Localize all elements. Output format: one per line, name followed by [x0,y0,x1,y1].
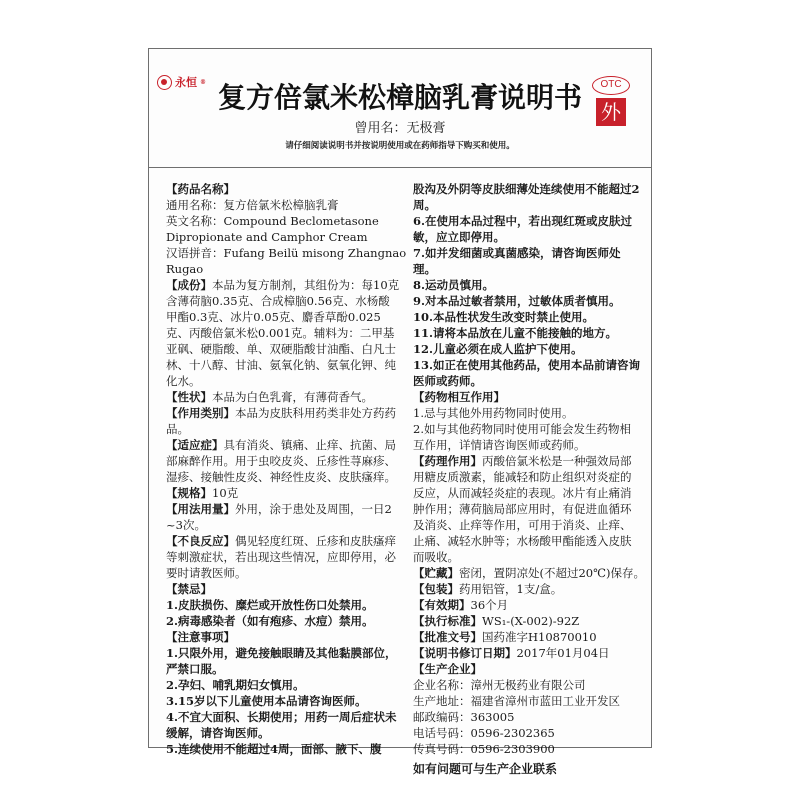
adverse-text: 偶见轻度红斑、丘疹和皮肤瘙痒等刺激症状，若出现这些情况，应即停用，必要时请教医师。 [166,534,396,580]
contraindication-item: 2.病毒感染者（如有疱疹、水痘）禁用。 [166,614,374,628]
section-interactions: 【药物相互作用】 [413,390,505,404]
section-adverse: 【不良反应】 [166,534,235,548]
indications-paragraph [166,437,401,485]
usage-notice: 请仔细阅读说明书并按说明使用或在药师指导下购买和使用。 [285,141,515,151]
manufacturer-name-row [413,677,642,693]
manufacturer-zip-row [413,709,642,725]
caution-item: 11.请将本品放在儿童不能接触的地方。 [413,326,618,340]
section-composition: 【成份】 [166,278,212,292]
caution-item: 4.不宜大面积、长期使用；用药一周后症状未缓解，请咨询医师。 [166,710,397,740]
otc-badge: OTC [592,76,630,95]
caution-item: 12.儿童必须在成人监护下使用。 [413,342,583,356]
section-category: 【作用类别】 [166,406,235,420]
caution-item: 13.如正在使用其他药品，使用本品前请咨询医师或药师。 [413,358,641,388]
manufacturer-name: 漳州无极药业有限公司 [470,678,586,692]
section-pharmacology: 【药理作用】 [413,454,482,468]
manufacturer-address-row [413,693,642,709]
section-package: 【包装】 [413,582,459,596]
left-column [166,181,407,757]
manufacturer-phone-label: 电话号码： [413,726,471,740]
caution-item-continued: 股沟及外阴等皮肤细薄处连续使用不能超过2周。 [413,182,640,212]
section-validity: 【有效期】 [413,598,471,612]
standard-text: WS₁-(X-002)-92Z [482,614,580,628]
properties-text: 本品为白色乳膏，有薄荷香气。 [212,390,373,404]
brand-name: 永恒 [175,76,197,89]
caution-item: 9.对本品过敏者禁用，过敏体质者慎用。 [413,294,621,308]
page-title: 复方倍氯米松樟脑乳膏说明书 [217,81,582,114]
manufacturer-address: 福建省漳州市蓝田工业开发区 [470,694,620,708]
pharmacology-text: 丙酸倍氯米松是一种强效局部用糖皮质激素，能减轻和防止组织对炎症的反应，从而减轻炎症的表现。冰片有止痛消肿作用；薄荷脑局部应用时，有促进血循环及消炎、止痒等作用，可用于消炎、止痒、止痛、减轻水肿等；水杨酸甲酯能透入皮肤而吸收。 [413,454,632,564]
interaction-item: 2.如与其他药物同时使用可能会发生药物相互作用，详情请咨询医师或药师。 [413,422,631,452]
spec-text: 10克 [212,486,239,500]
caution-item: 7.如并发细菌或真菌感染，请咨询医师处理。 [413,246,621,276]
manufacturer-fax: 0596-2303900 [470,742,555,756]
section-spec: 【规格】 [166,486,212,500]
pinyin-line-2: Rugao [166,262,204,276]
section-approval: 【批准文号】 [413,630,482,644]
section-contraindications: 【禁忌】 [166,582,212,596]
leaflet-sheet [148,48,652,776]
generic-name: 通用名称：复方倍氯米松樟脑乳膏 [166,198,339,212]
english-name-line-1: 英文名称：Compound Beclometasone [166,214,379,228]
category-paragraph [166,405,401,437]
caution-item: 8.运动员慎用。 [413,278,495,292]
right-column [413,181,645,777]
english-name-line-2: Dipropionate and Camphor Cream [166,230,368,244]
manufacturer-name-label: 企业名称： [413,678,471,692]
package-row [413,581,642,597]
contact-footer: 如有问题可与生产企业联系 [413,762,558,776]
spec-paragraph [166,485,401,501]
caution-item: 10.本品性状发生改变时禁止使用。 [413,310,595,324]
dosage-paragraph [166,501,401,533]
section-cautions: 【注意事项】 [166,630,235,644]
manufacturer-address-label: 生产地址： [413,694,471,708]
revision-text: 2017年01月04日 [516,646,610,660]
revision-row [413,645,642,661]
pinyin-line-1: 汉语拼音：Fufang Beilü misong Zhangnao [166,246,407,260]
standard-row [413,613,642,629]
caution-item: 2.孕妇、哺乳期妇女慎用。 [166,678,305,692]
approval-row [413,629,642,645]
caution-item: 1.只限外用，避免接触眼睛及其他黏膜部位，严禁口服。 [166,646,397,676]
section-manufacturer: 【生产企业】 [413,662,482,676]
manufacturer-phone-row [413,725,642,741]
composition-text: 本品为复方制剂，其组份为：每10克含薄荷脑0.35克、合成樟脑0.56克、水杨酸甲酯0.3克、冰片0.05克、麝香草酚0.025克、丙酸倍氯米松0.001克。辅料为：二甲基亚砜、硬脂酸、单、双硬脂酸甘油酯、白凡士林、十八醇、甘油、氨氧化钠、氨氧化钾、纯化水。 [166,278,400,388]
approval-text: 国药准字H10870010 [482,630,597,644]
section-drug-name: 【药品名称】 [166,182,235,196]
category-text: 本品为皮肤科用药类非处方药药品。 [166,406,396,436]
leaflet-header [149,49,651,168]
manufacturer-fax-row [413,741,642,757]
section-revision: 【说明书修订日期】 [413,646,517,660]
brand-registered-mark: ® [200,78,206,86]
interaction-item: 1.忌与其他外用药物同时使用。 [413,406,574,420]
former-name: 曾用名：无极膏 [354,121,446,136]
section-standard: 【执行标准】 [413,614,482,628]
caution-item: 3.15岁以下儿童使用本品请咨询医师。 [166,694,367,708]
storage-text: 密闭，置阴凉处(不超过20℃)保存。 [459,566,645,580]
composition-paragraph [166,277,401,389]
pharmacology-paragraph [413,453,642,565]
section-dosage: 【用法用量】 [166,502,235,516]
caution-item: 6.在使用本品过程中，若出现红斑或皮肤过敏，应立即停用。 [413,214,633,244]
section-indications: 【适应症】 [166,438,224,452]
dosage-text: 外用，涂于患处及周围，一日2~3次。 [166,502,392,532]
manufacturer-zip: 363005 [470,710,515,724]
validity-text: 36个月 [470,598,509,612]
validity-row [413,597,642,613]
storage-row [413,565,645,581]
manufacturer-phone: 0596-2302365 [470,726,555,740]
contraindication-item: 1.皮肤损伤、糜烂或开放性伤口处禁用。 [166,598,374,612]
indications-text: 具有消炎、镇痛、止痒、抗菌、局部麻醉作用。用于虫咬皮炎、丘疹性荨麻疹、湿疹、接触性皮炎、神经性皮炎、皮肤瘙痒。 [166,438,396,484]
section-storage: 【贮藏】 [413,566,459,580]
section-properties: 【性状】 [166,390,212,404]
adverse-paragraph [166,533,401,581]
caution-item: 5.连续使用不能超过4周，面部、腋下、腹 [166,742,382,756]
external-use-badge: 外 [596,98,626,126]
manufacturer-fax-label: 传真号码： [413,742,471,756]
package-text: 药用铝管，1支/盒。 [459,582,563,596]
properties-paragraph [166,389,401,405]
manufacturer-zip-label: 邮政编码： [413,710,471,724]
